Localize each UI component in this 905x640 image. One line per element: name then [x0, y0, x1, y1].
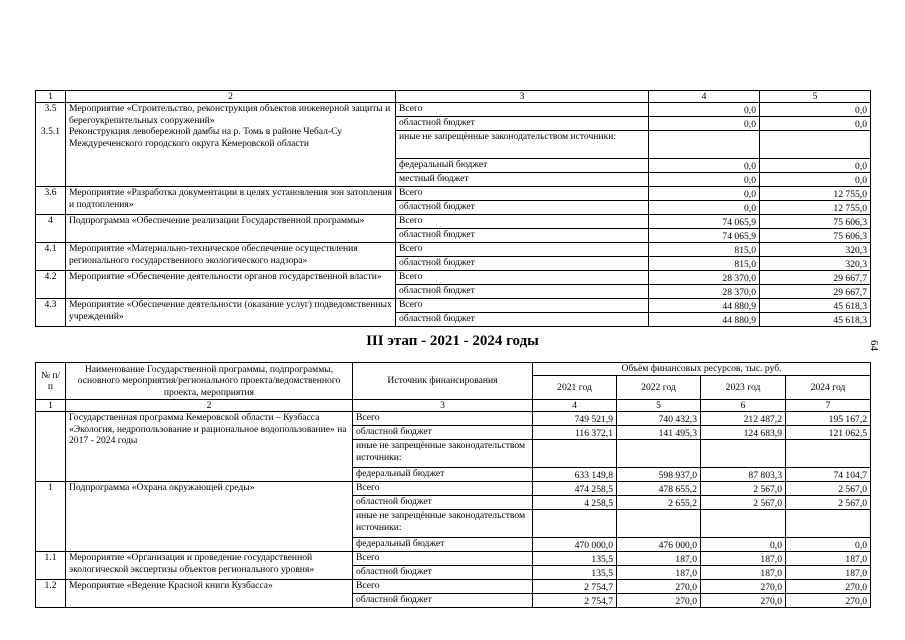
row-number: 4.2 [36, 271, 66, 299]
value-cell: 187,0 [786, 566, 871, 580]
value-cell: 0,0 [649, 173, 760, 187]
row-name: Мероприятие «Материально-техническое обеспечение осуществления регионального государственного экологического надзора» [66, 243, 396, 271]
column-number: 3 [353, 400, 533, 412]
value-cell: 44 880,9 [649, 299, 760, 313]
value-cell: 74 065,9 [649, 229, 760, 243]
value-cell: 478 655,2 [617, 482, 701, 496]
value-cell: 270,0 [786, 580, 871, 594]
value-cell: 2 754,7 [533, 594, 617, 608]
funding-table-continued [35, 90, 871, 327]
funding-source: Всего [396, 103, 649, 117]
table-row [36, 580, 871, 594]
value-cell: 75 606,3 [760, 215, 871, 229]
row-name: Мероприятие «Обеспечение деятельности органов государственной власти» [66, 271, 396, 299]
funding-source: иные не запрещённые законодательством источники: [353, 510, 533, 538]
row-number: 4 [36, 215, 66, 243]
value-cell: 4 258,5 [533, 496, 617, 510]
value-cell: 212 487,2 [701, 412, 786, 426]
row-number: 1.2 [36, 580, 66, 608]
funding-source: Всего [353, 552, 533, 566]
column-number: 3 [396, 91, 649, 103]
value-cell: 28 370,0 [649, 285, 760, 299]
row-name: Государственная программа Кемеровской области – Кузбасса «Экология, недропользование и рациональное водопользование» на 2017 - 2024 годы [66, 412, 353, 482]
value-cell: 29 667,7 [760, 285, 871, 299]
header-year: 2021 год [533, 376, 617, 400]
column-number: 7 [786, 400, 871, 412]
column-number: 5 [617, 400, 701, 412]
value-cell: 87 803,3 [701, 468, 786, 482]
value-cell: 2 754,7 [533, 580, 617, 594]
value-cell: 121 062,5 [786, 426, 871, 440]
value-cell: 2 567,0 [786, 482, 871, 496]
column-number: 2 [66, 91, 396, 103]
value-cell: 75 606,3 [760, 229, 871, 243]
value-cell: 0,0 [786, 538, 871, 552]
row-number: 1.1 [36, 552, 66, 580]
value-cell: 0,0 [649, 117, 760, 131]
funding-source: местный бюджет [396, 173, 649, 187]
column-number: 2 [66, 400, 353, 412]
header-source: Источник финансирования [353, 363, 533, 400]
row-name: Подпрограмма «Охрана окружающей среды» [66, 482, 353, 552]
header-volume: Объём финансовых ресурсов, тыс. руб. [533, 363, 871, 376]
table-row [36, 243, 871, 257]
header-name: Наименование Государственной программы, подпрограммы, основного мероприятия/регионального проекта/ведомственного проекта, мероприятия [66, 363, 353, 400]
value-cell: 187,0 [701, 552, 786, 566]
funding-source: Всего [396, 215, 649, 229]
value-cell: 0,0 [649, 201, 760, 215]
value-cell: 135,5 [533, 566, 617, 580]
funding-source: областной бюджет [396, 313, 649, 327]
value-cell: 187,0 [701, 566, 786, 580]
value-cell: 0,0 [649, 159, 760, 173]
value-cell: 474 258,5 [533, 482, 617, 496]
value-cell: 2 567,0 [701, 496, 786, 510]
value-cell: 0,0 [701, 538, 786, 552]
funding-source: областной бюджет [396, 285, 649, 299]
value-cell: 124 683,9 [701, 426, 786, 440]
funding-source: областной бюджет [396, 201, 649, 215]
page-number: 64 [868, 340, 880, 351]
header-num: № п/п [36, 363, 66, 400]
table-row [36, 552, 871, 566]
row-number: 1 [36, 482, 66, 552]
funding-source: федеральный бюджет [396, 159, 649, 173]
value-cell: 116 372,1 [533, 426, 617, 440]
value-cell [786, 440, 871, 468]
row-name: Мероприятие «Ведение Красной книги Кузбасса» [66, 580, 353, 608]
value-cell: 195 167,2 [786, 412, 871, 426]
table-row [36, 187, 871, 201]
value-cell: 0,0 [760, 117, 871, 131]
funding-source: Всего [353, 580, 533, 594]
value-cell [760, 131, 871, 159]
funding-source: федеральный бюджет [353, 468, 533, 482]
value-cell: 45 618,3 [760, 299, 871, 313]
value-cell: 187,0 [617, 566, 701, 580]
row-number: 4.1 [36, 243, 66, 271]
row-name: Мероприятие «Строительство, реконструкция объектов инженерной защиты и берегоукрепительных сооружений» Реконструкция левобережной дамбы на р. Томь в районе Чебал-Су Междуреченского городского округа Кемеровской области [66, 103, 396, 187]
table-row [36, 299, 871, 313]
row-number [36, 412, 66, 482]
value-cell: 2 655,2 [617, 496, 701, 510]
value-cell: 270,0 [786, 594, 871, 608]
column-number: 5 [760, 91, 871, 103]
value-cell: 187,0 [617, 552, 701, 566]
funding-source: Всего [396, 271, 649, 285]
row-number: 3.5 3.5.1 [36, 103, 66, 187]
funding-source: областной бюджет [353, 426, 533, 440]
value-cell: 633 149,8 [533, 468, 617, 482]
value-cell: 740 432,3 [617, 412, 701, 426]
value-cell [533, 440, 617, 468]
value-cell [701, 440, 786, 468]
funding-table-stage3 [35, 362, 871, 608]
table-row [36, 271, 871, 285]
value-cell [617, 440, 701, 468]
row-name: Мероприятие «Организация и проведение государственной экологической экспертизы объектов регионального уровня» [66, 552, 353, 580]
table-row [36, 103, 871, 117]
funding-source: иные не запрещённые законодательством источники: [353, 440, 533, 468]
funding-source: Всего [353, 412, 533, 426]
header-year: 2024 год [786, 376, 871, 400]
value-cell [786, 510, 871, 538]
value-cell: 270,0 [617, 594, 701, 608]
value-cell: 74 065,9 [649, 215, 760, 229]
value-cell: 12 755,0 [760, 187, 871, 201]
value-cell: 320,3 [760, 243, 871, 257]
value-cell: 187,0 [786, 552, 871, 566]
value-cell: 0,0 [760, 103, 871, 117]
value-cell: 470 000,0 [533, 538, 617, 552]
value-cell: 45 618,3 [760, 313, 871, 327]
column-number-row [36, 91, 871, 103]
value-cell: 2 567,0 [786, 496, 871, 510]
value-cell: 0,0 [760, 173, 871, 187]
column-number-row [36, 400, 871, 412]
row-number: 3.6 [36, 187, 66, 215]
value-cell: 270,0 [701, 580, 786, 594]
funding-source: Всего [396, 299, 649, 313]
value-cell: 0,0 [760, 159, 871, 173]
value-cell: 320,3 [760, 257, 871, 271]
funding-source: областной бюджет [396, 117, 649, 131]
value-cell: 598 937,0 [617, 468, 701, 482]
funding-source: областной бюджет [396, 257, 649, 271]
funding-source: Всего [396, 243, 649, 257]
row-number: 4.3 [36, 299, 66, 327]
funding-source: Всего [396, 187, 649, 201]
row-name: Мероприятие «Обеспечение деятельности (оказание услуг) подведомственных учреждений» [66, 299, 396, 327]
table-row [36, 215, 871, 229]
value-cell [701, 510, 786, 538]
value-cell: 270,0 [701, 594, 786, 608]
value-cell: 2 567,0 [701, 482, 786, 496]
header-year: 2022 год [617, 376, 701, 400]
value-cell: 74 104,7 [786, 468, 871, 482]
funding-source: областной бюджет [353, 496, 533, 510]
funding-source: областной бюджет [353, 594, 533, 608]
funding-source: иные не запрещённые законодательством источники: [396, 131, 649, 159]
value-cell: 270,0 [617, 580, 701, 594]
funding-source: федеральный бюджет [353, 538, 533, 552]
value-cell: 815,0 [649, 243, 760, 257]
header-year: 2023 год [701, 376, 786, 400]
value-cell: 749 521,9 [533, 412, 617, 426]
value-cell: 12 755,0 [760, 201, 871, 215]
value-cell: 0,0 [649, 187, 760, 201]
value-cell: 476 000,0 [617, 538, 701, 552]
stage-title: III этап - 2021 - 2024 годы [366, 333, 539, 349]
value-cell [533, 510, 617, 538]
value-cell: 29 667,7 [760, 271, 871, 285]
funding-source: областной бюджет [353, 566, 533, 580]
value-cell: 0,0 [649, 103, 760, 117]
value-cell: 28 370,0 [649, 271, 760, 285]
table-row [36, 412, 871, 426]
row-name: Подпрограмма «Обеспечение реализации Государственной программы» [66, 215, 396, 243]
column-number: 1 [36, 91, 66, 103]
row-name: Мероприятие «Разработка документации в целях установления зон затопления и подтопления» [66, 187, 396, 215]
value-cell [649, 131, 760, 159]
column-number: 4 [533, 400, 617, 412]
column-number: 1 [36, 400, 66, 412]
table-row [36, 482, 871, 496]
value-cell: 141 495,3 [617, 426, 701, 440]
column-number: 6 [701, 400, 786, 412]
column-number: 4 [649, 91, 760, 103]
value-cell: 815,0 [649, 257, 760, 271]
funding-source: Всего [353, 482, 533, 496]
funding-source: областной бюджет [396, 229, 649, 243]
value-cell: 44 880,9 [649, 313, 760, 327]
value-cell [617, 510, 701, 538]
value-cell: 135,5 [533, 552, 617, 566]
